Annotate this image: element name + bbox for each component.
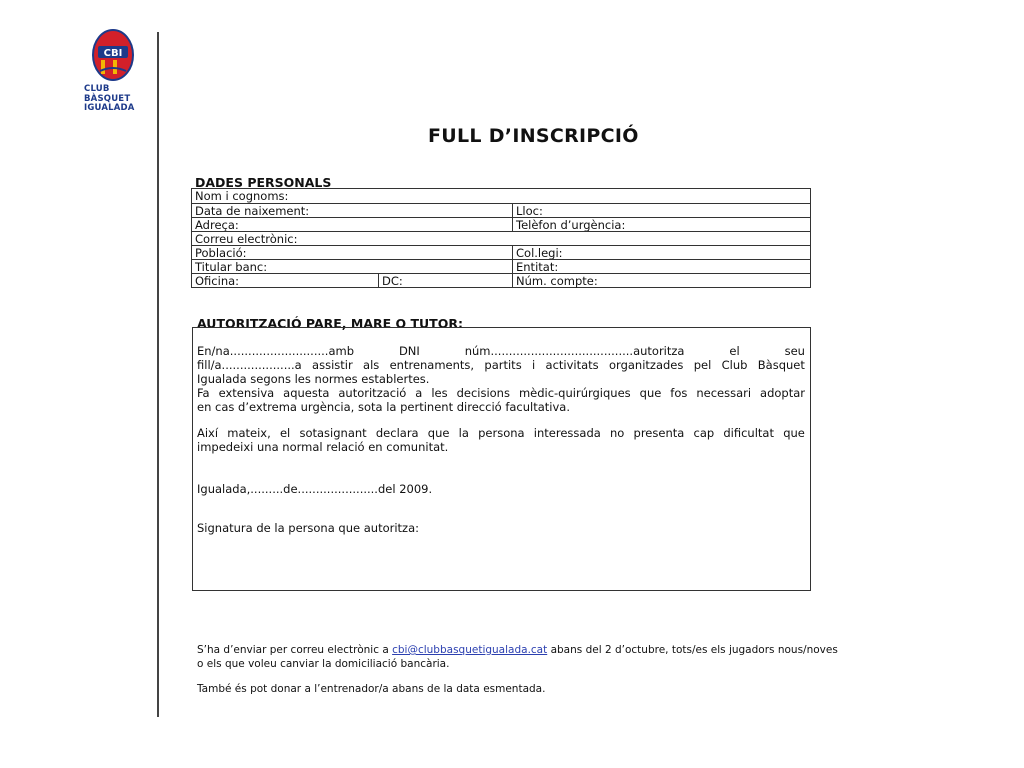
club-name-line2: BÀSQUET [84, 93, 131, 104]
auth-word: organitzades [609, 358, 684, 372]
auth-line-4 [197, 386, 805, 400]
auth-word: cap [693, 426, 715, 440]
club-crest-icon [92, 29, 134, 83]
svg-text:CBI: CBI [103, 48, 123, 59]
column-divider [378, 274, 379, 288]
bank-entity-field[interactable]: Entitat: [516, 260, 559, 274]
auth-word: dificultat [723, 426, 774, 440]
auth-word: Així [197, 426, 219, 440]
auth-word: presenta [633, 426, 685, 440]
auth-word: declara [375, 426, 419, 440]
auth-line-7: impedeixi una normal relació en comunitat. [197, 440, 449, 454]
town-field[interactable]: Població: [195, 246, 247, 260]
column-divider [512, 246, 513, 260]
auth-word: que [783, 426, 805, 440]
account-number-field[interactable]: Núm. compte: [516, 274, 598, 288]
authorization-box [192, 327, 811, 591]
auth-line-1 [197, 344, 805, 358]
auth-word: adoptar [760, 386, 805, 400]
footer-text: abans del 2 d’octubre, tots/es els jugadors nous/noves [547, 644, 838, 656]
email-field[interactable]: Correu electrònic: [195, 232, 298, 246]
column-divider [512, 204, 513, 218]
auth-word: i [532, 358, 536, 372]
auth-word: fos [670, 386, 688, 400]
auth-line-3: Igualada segons les normes establertes. [197, 372, 430, 386]
signature-label: Signatura de la persona que autoritza: [197, 521, 419, 535]
address-field[interactable]: Adreça: [195, 218, 239, 232]
auth-word: assistir [312, 358, 353, 372]
row-bank-account [192, 273, 810, 288]
auth-word: als [363, 358, 380, 372]
club-logo [84, 29, 144, 115]
page-title: FULL D’INSCRIPCIÓ [428, 125, 639, 147]
auth-word: En/na...........................amb [197, 344, 355, 358]
vertical-divider [157, 32, 159, 717]
row-address [192, 217, 810, 232]
birthdate-field[interactable]: Data de naixement: [195, 204, 310, 218]
footer-note: També és pot donar a l’entrenador/a abans de la data esmentada. [197, 683, 546, 695]
auth-line-5: en cas d’extrema urgència, sota la pertinent direcció facultativa. [197, 400, 570, 414]
auth-word: aquesta [283, 386, 330, 400]
email-link[interactable]: cbi@clubbasquetigualada.cat [392, 644, 548, 656]
footer-instructions [197, 643, 838, 657]
auth-word: les [431, 386, 448, 400]
personal-data-heading: DADES PERSONALS [195, 175, 332, 190]
bank-holder-field[interactable]: Titular banc: [195, 260, 268, 274]
auth-word: extensiva [218, 386, 275, 400]
auth-word: no [610, 426, 625, 440]
auth-word: decisions [456, 386, 510, 400]
auth-line-2 [197, 358, 805, 372]
auth-word: persona [478, 426, 525, 440]
auth-word: Bàsquet [757, 358, 805, 372]
auth-line-6 [197, 426, 805, 440]
auth-word: pel [693, 358, 712, 372]
auth-word: entrenaments, [389, 358, 475, 372]
authorization-heading: AUTORITZACIÓ PARE, MARE O TUTOR: [197, 316, 463, 331]
auth-word: sotasignant [299, 426, 367, 440]
auth-word: fill/a....................a [197, 358, 302, 372]
auth-word: interessada [533, 426, 601, 440]
emergency-phone-field[interactable]: Telèfon d’urgència: [516, 218, 626, 232]
auth-word: a [415, 386, 423, 400]
name-field[interactable]: Nom i cognoms: [195, 189, 289, 203]
club-name-line1: CLUB [84, 84, 110, 94]
auth-word: necessari [696, 386, 752, 400]
auth-word: el [729, 344, 740, 358]
auth-word: la [458, 426, 469, 440]
row-bank-holder [192, 259, 810, 274]
column-divider [512, 274, 513, 288]
auth-word: activitats [545, 358, 599, 372]
column-divider [512, 260, 513, 274]
auth-word: DNI [398, 344, 420, 358]
row-name [192, 189, 810, 203]
dc-field[interactable]: DC: [382, 274, 403, 288]
auth-word: partits [484, 358, 522, 372]
auth-word: que [639, 386, 662, 400]
birthplace-field[interactable]: Lloc: [516, 204, 543, 218]
row-birth [192, 203, 810, 218]
branch-field[interactable]: Oficina: [195, 274, 240, 288]
auth-word: que [427, 426, 450, 440]
auth-word: el [279, 426, 291, 440]
club-name [84, 85, 148, 114]
column-divider [512, 218, 513, 232]
auth-word: núm.......................................autoritza [464, 344, 685, 358]
auth-word: seu [784, 344, 805, 358]
auth-word: Club [721, 358, 748, 372]
date-line[interactable]: Igualada,.........de......................del 2009. [197, 482, 433, 496]
row-town [192, 245, 810, 260]
personal-data-table [191, 188, 811, 288]
row-email [192, 231, 810, 246]
club-name-line3: IGUALADA [84, 103, 135, 113]
footer-text: S’ha d’enviar per correu electrònic a [197, 644, 393, 656]
footer-instructions-line2: o els que voleu canviar la domiciliació bancària. [197, 658, 450, 670]
auth-word: Fa [197, 386, 210, 400]
school-field[interactable]: Col.legi: [516, 246, 563, 260]
auth-word: mèdic-quirúrgiques [518, 386, 631, 400]
auth-word: autorització [338, 386, 407, 400]
auth-word: mateix, [227, 426, 271, 440]
